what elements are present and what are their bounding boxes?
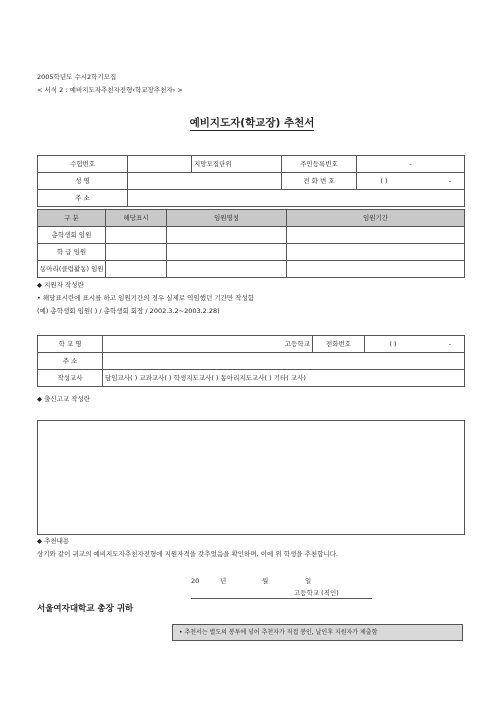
school-name-field[interactable] [103,336,313,353]
footer-note-box [172,624,463,641]
role-mark-field[interactable] [106,227,167,244]
phone-field[interactable] [357,173,465,190]
unit-label: 지망모집단위 [192,156,282,173]
school-seal-label: 고등학교 (직인) [294,589,339,597]
role-row-label: 학 급 임원 [38,244,106,261]
recommend-heading: ◆ 추천내용 [37,537,70,545]
school-suffix: 고등학교 [284,340,310,348]
date-month-unit: 월 [262,577,269,585]
school-section-heading: ◆ 출신고교 작성란 [37,395,91,403]
name-label: 성 명 [38,173,128,190]
date-year-unit: 년 [220,577,227,585]
date-day-unit: 일 [305,577,312,585]
form-type-label: < 서식 2 : 예비지도자추천자전형‹학교장추천자› > [37,86,183,94]
recommend-text: 상기와 같이 귀교의 예비지도자추천자전형에 지원자격을 갖추었음을 확인하며, 이에 위 학생을 추천합니다. [37,550,339,558]
school-address-label: 주 소 [38,353,103,370]
role-header-category: 구 분 [38,210,106,227]
role-period-field[interactable] [287,227,465,244]
role-header-title: 임원명칭 [167,210,287,227]
resident-no-label: 주민등록번호 [282,156,357,173]
writer-options[interactable]: 담임교사( ) 교과교사( ) 학생지도교사( ) 동아리지도교사( ) 기타( 교사) [103,370,465,387]
phone-area: ( ) [380,177,388,185]
resident-dash: - [409,160,412,168]
addressee: 서울여자대학교 총장 귀하 [37,604,134,614]
exam-no-label: 수험번호 [38,156,128,173]
role-mark-field[interactable] [106,261,167,278]
role-title-field[interactable] [167,244,287,261]
role-mark-field[interactable] [106,244,167,261]
role-header-mark: 해당표시 [106,210,167,227]
writer-label: 작성교사 [38,370,103,387]
role-period-field[interactable] [287,261,465,278]
school-phone-field[interactable] [365,336,465,353]
role-row-label: 동아리(클럽활동) 임원 [38,261,106,278]
role-title-field[interactable] [167,261,287,278]
school-phone-dash: - [448,340,452,348]
applicant-note-line1: • 해당표시란에 표시를 하고 임원기간의 경우 실제로 역임했던 기간만 작성함 [37,294,255,302]
address-label: 주 소 [38,190,128,207]
address-field[interactable] [128,190,465,207]
school-table [37,335,465,387]
school-address-field[interactable] [103,353,465,370]
applicant-note-line2: (예) 총학생회 임원( ) / 총학생회 회장 / 2002.3.2~2003.2.28) [37,307,220,315]
applicant-section-heading: ◆ 지원자 작성란 [37,281,84,289]
applicant-table [37,155,465,207]
role-header-period: 임원기간 [287,210,465,227]
school-comment-box[interactable] [37,420,465,535]
role-row-label: 총학생회 임원 [38,227,106,244]
footer-note: • 추천서는 별도의 봉투에 넣어 추천자가 직접 봉인, 날인후 지원자가 제출함 [179,629,378,636]
date-year: 20 [191,577,200,585]
phone-dash: - [448,177,452,185]
role-title-field[interactable] [167,227,287,244]
phone-label: 전 화 번 호 [282,173,357,190]
page-title [0,115,504,130]
role-table [37,209,465,278]
form-year-label: 2005학년도 수시2학기모집 [37,73,117,81]
exam-no-field[interactable] [128,156,192,173]
resident-no-field[interactable] [357,156,465,173]
school-name-label: 학 교 명 [38,336,103,353]
school-phone-label: 전화번호 [313,336,365,353]
school-phone-area: ( ) [389,340,397,348]
signature-line [191,598,372,599]
name-field[interactable] [128,173,282,190]
role-period-field[interactable] [287,244,465,261]
page-title-text: 예비지도자(학교장) 추천서 [189,117,315,129]
